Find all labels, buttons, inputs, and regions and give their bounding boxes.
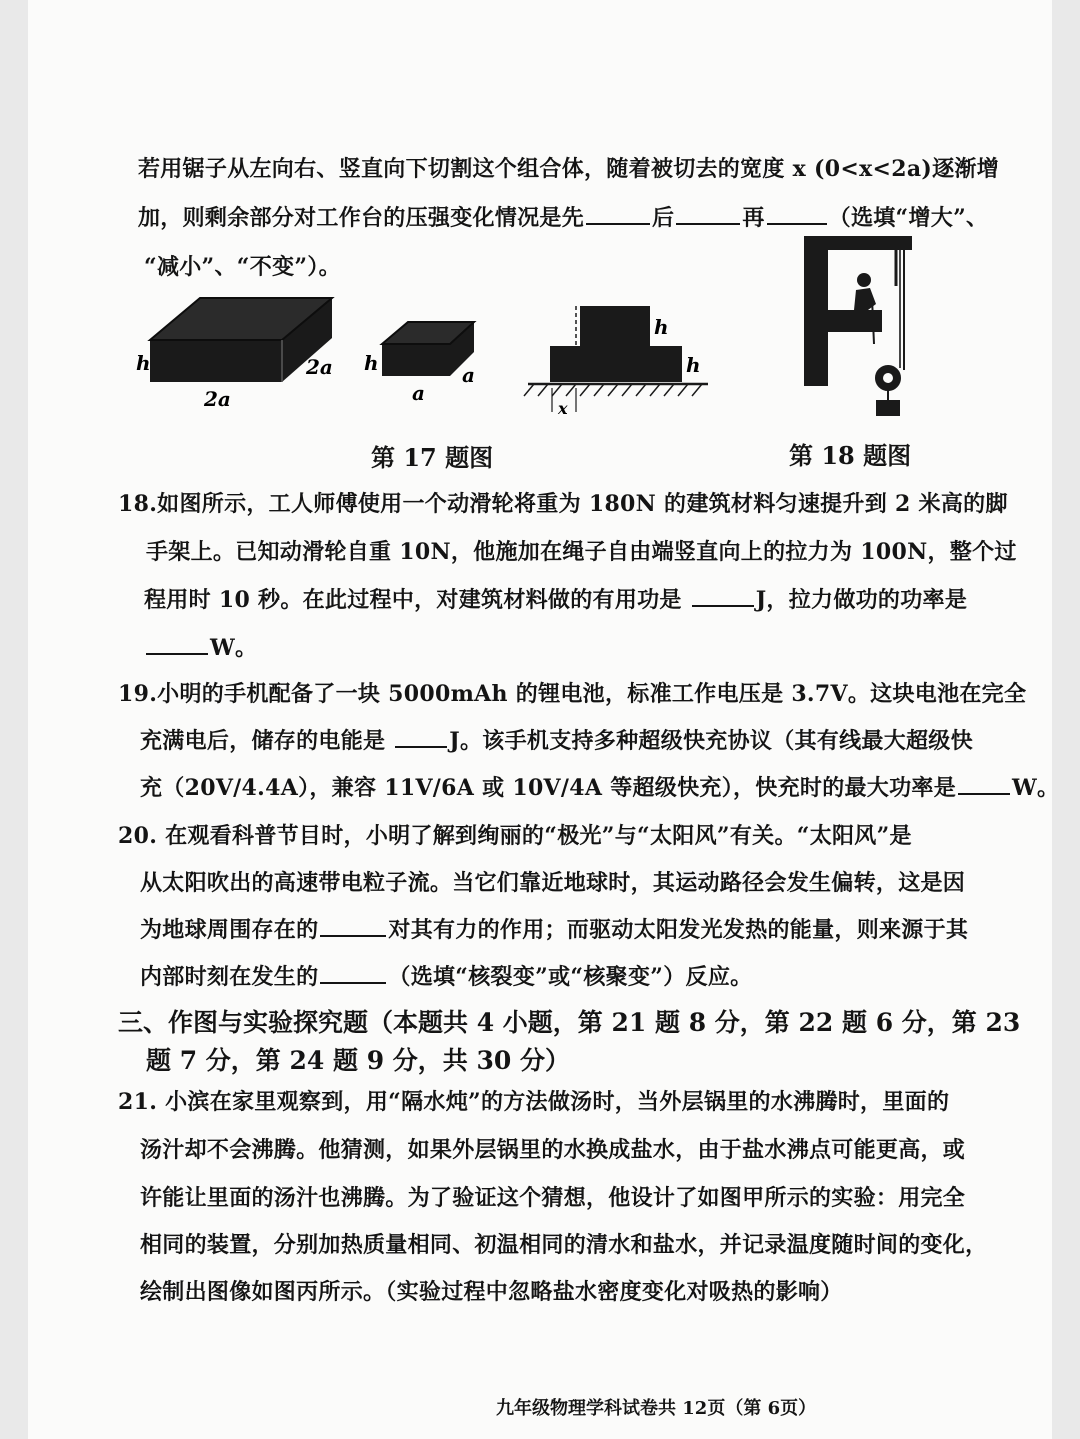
q19-line-1: 19.小明的手机配备了一块 5000mAh 的锂电池，标准工作电压是 3.7V。这块电池在完全 xyxy=(118,681,1027,707)
answer-blank xyxy=(767,203,827,225)
answer-blank xyxy=(692,585,754,607)
section-3-heading: 三、作图与实验探究题（本题共 4 小题，第 21 题 8 分，第 22 题 6 分，第 23 xyxy=(118,1008,1021,1037)
q17-line-3: “减小”、“不变”）。 xyxy=(144,254,341,280)
q17-line-1: 若用锯子从左向右、竖直向下切割这个组合体，随着被切去的宽度 x (0<x<2a)逐渐增 xyxy=(138,156,1000,182)
label-h: h xyxy=(364,351,379,375)
combined-top-block xyxy=(580,306,650,348)
label-a-depth: a xyxy=(462,363,475,387)
combined-base-block xyxy=(550,346,682,382)
q19-line-2: 充满电后，储存的电能是 J。该手机支持多种超级快充协议（其有线最大超级快 xyxy=(140,728,973,754)
q18-line-1: 18.如图所示，工人师傅使用一个动滑轮将重为 180N 的建筑材料匀速提升到 2 米高的脚 xyxy=(118,491,1008,517)
scaffold-left-post xyxy=(804,236,828,386)
q20-line-2: 从太阳吹出的高速带电粒子流。当它们靠近地球时，其运动路径会发生偏转，这是因 xyxy=(140,870,966,896)
worker-head xyxy=(857,273,871,287)
figure-17-caption: 第 17 题图 xyxy=(371,443,494,472)
label-h: h xyxy=(654,315,669,339)
section-3-heading-cont: 题 7 分，第 24 题 9 分，共 30 分） xyxy=(146,1046,570,1075)
page-footer: 九年级物理学科试卷共 12页（第 6页） xyxy=(496,1398,817,1419)
figure-17 xyxy=(120,290,720,420)
answer-blank xyxy=(395,726,447,748)
q21-line-5: 绘制出图像如图丙所示。（实验过程中忽略盐水密度变化对吸热的影响） xyxy=(140,1279,843,1305)
answer-blank xyxy=(320,962,386,984)
answer-blank xyxy=(320,915,386,937)
label-h: h xyxy=(686,353,701,377)
label-h: h xyxy=(136,351,151,375)
q20-line-4: 内部时刻在发生的 （选填“核裂变”或“核聚变”）反应。 xyxy=(140,964,753,990)
q20-line-1: 20. 在观看科普节目时，小明了解到绚丽的“极光”与“太阳风”有关。“太阳风”是 xyxy=(118,823,912,849)
q18-line-2: 手架上。已知动滑轮自重 10N，他施加在绳子自由端竖直向上的拉力为 100N，整个过 xyxy=(146,539,1017,565)
answer-blank xyxy=(586,203,650,225)
ground-hatching xyxy=(524,384,702,396)
building-material xyxy=(876,400,900,416)
q18-line-3: 程用时 10 秒。在此过程中，对建筑材料做的有用功是 J，拉力做功的功率是 xyxy=(144,587,968,613)
q21-line-4: 相同的装置，分别加热质量相同、初温相同的清水和盐水，并记录温度随时间的变化， xyxy=(140,1232,988,1258)
answer-blank xyxy=(958,773,1010,795)
figure-18-caption: 第 18 题图 xyxy=(789,441,912,470)
q21-line-1: 21. 小滨在家里观察到，用“隔水炖”的方法做汤时，当外层锅里的水沸腾时，里面的 xyxy=(118,1089,950,1115)
q17-line-2: 加，则剩余部分对工作台的压强变化情况是先 后 再 （选填“增大”、 xyxy=(138,205,989,231)
label-a-width: a xyxy=(412,381,425,405)
q21-line-2: 汤汁却不会沸腾。他猜测，如果外层锅里的水换成盐水，由于盐水沸点可能更高，或 xyxy=(140,1137,966,1163)
q19-line-3: 充（20V/4.4A），兼容 11V/6A 或 10V/4A 等超级快充），快充时的最大功率是 W。 xyxy=(140,775,1060,801)
q20-line-3: 为地球周围存在的 对其有力的作用；而驱动太阳发光发热的能量，则来源于其 xyxy=(140,917,969,943)
answer-blank xyxy=(676,203,740,225)
label-x: x xyxy=(558,399,568,418)
answer-blank xyxy=(146,633,208,655)
q21-line-3: 许能让里面的汤汁也沸腾。为了验证这个猜想，他设计了如图甲所示的实验：用完全 xyxy=(140,1185,966,1211)
label-2a-depth: 2a xyxy=(306,355,333,379)
label-2a-width: 2a xyxy=(204,387,231,411)
figure-18 xyxy=(796,228,926,424)
q18-line-4: W。 xyxy=(144,631,257,662)
